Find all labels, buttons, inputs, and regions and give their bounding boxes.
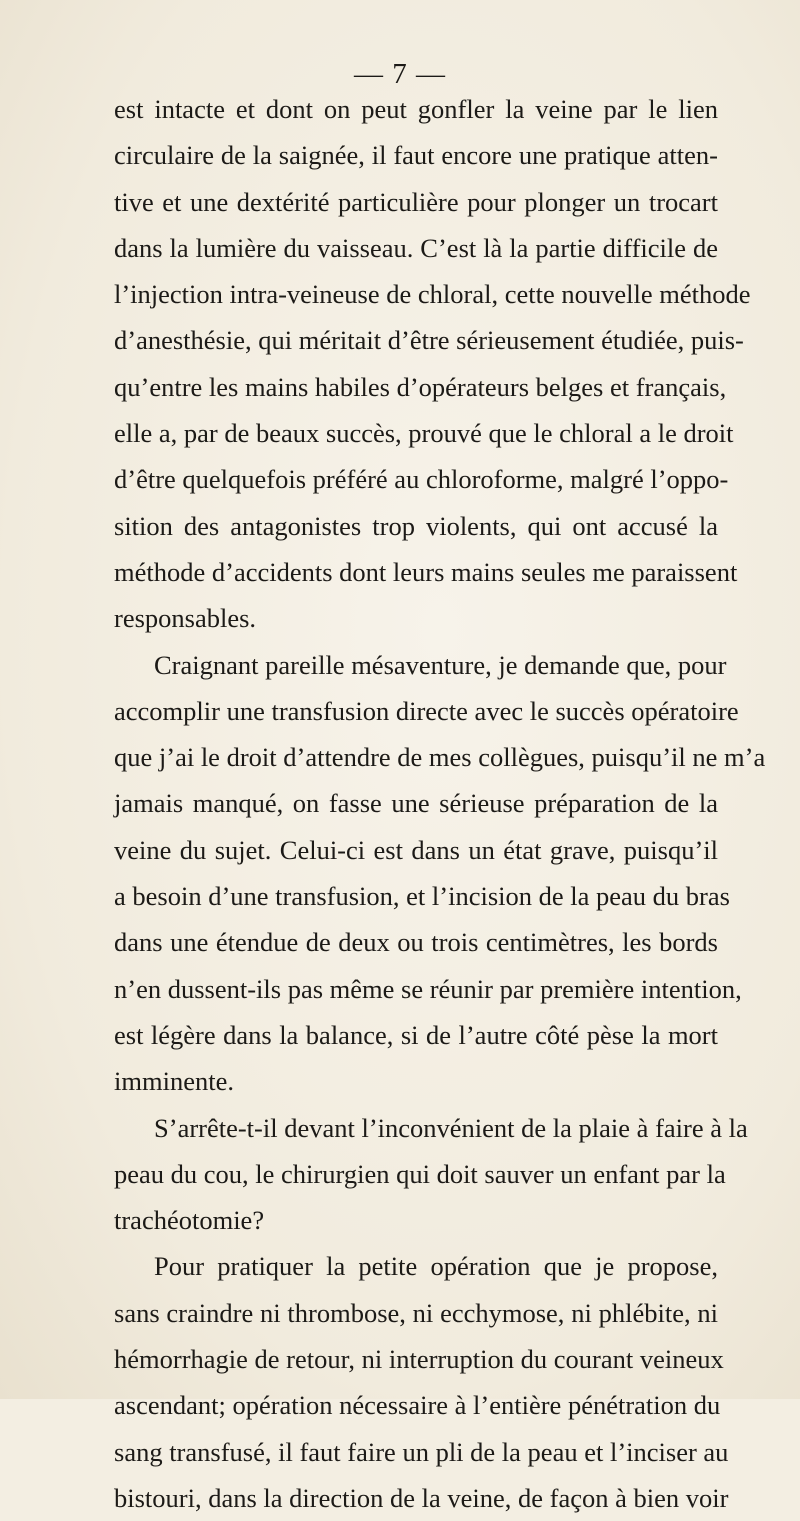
text-line: bistouri, dans la direction de la veine, de façon à bien voir xyxy=(114,1482,729,1513)
text-line: n’en dussent-ils pas même se réunir par première intention, xyxy=(114,973,742,1004)
text-line: hémorrhagie de retour, ni interruption du courant veineux xyxy=(114,1344,724,1375)
text-line: ascendant; opération nécessaire à l’entière pénétration du xyxy=(114,1390,721,1421)
paragraph-end-line: trachéotomie? xyxy=(114,1205,265,1236)
text-line: veine du sujet. Celui-ci est dans un état grave, puisqu’il xyxy=(114,834,718,865)
text-line: d’anesthésie, qui méritait d’être sérieusement étudiée, puis- xyxy=(114,325,744,356)
text-line: est légère dans la balance, si de l’autre côté pèse la mort xyxy=(114,1019,718,1050)
paragraph-first-line: Craignant pareille mésaventure, je demande que, pour xyxy=(154,649,727,680)
paragraph-first-line: Pour pratiquer la petite opération que je propose, xyxy=(154,1251,718,1282)
text-line: a besoin d’une transfusion, et l’incision de la peau du bras xyxy=(114,881,730,912)
text-line: peau du cou, le chirurgien qui doit sauver un enfant par la xyxy=(114,1158,726,1189)
text-line: l’injection intra-veineuse de chloral, cette nouvelle méthode xyxy=(114,279,751,310)
text-line: circulaire de la saignée, il faut encore une pratique atten- xyxy=(114,140,718,171)
text-line: tive et une dextérité particulière pour plonger un trocart xyxy=(114,186,718,217)
paragraph-end-line: responsables. xyxy=(114,603,257,634)
paragraph-end-line: imminente. xyxy=(114,1066,234,1097)
page-number: — 7 — xyxy=(354,58,446,90)
text-line: elle a, par de beaux succès, prouvé que le chloral a le droit xyxy=(114,418,734,449)
text-line: sang transfusé, il faut faire un pli de la peau et l’inciser au xyxy=(114,1436,729,1467)
text-line: que j’ai le droit d’attendre de mes collègues, puisqu’il ne m’a xyxy=(114,742,766,773)
body-text xyxy=(114,86,766,1521)
text-line: est intacte et dont on peut gonfler la veine par le lien xyxy=(114,94,718,124)
text-line: qu’entre les mains habiles d’opérateurs belges et français, xyxy=(114,371,727,402)
text-line: jamais manqué, on fasse une sérieuse préparation de la xyxy=(114,788,718,819)
text-line: sition des antagonistes trop violents, qui ont accusé la xyxy=(114,510,718,541)
text-line: dans la lumière du vaisseau. C’est là la partie difficile de xyxy=(114,232,718,263)
text-line: dans une étendue de deux ou trois centimètres, les bords xyxy=(114,927,718,958)
text-line: méthode d’accidents dont leurs mains seules me paraissent xyxy=(114,556,738,587)
text-line: accomplir une transfusion directe avec le succès opératoire xyxy=(114,695,739,726)
paragraph-first-line: S’arrête-t-il devant l’inconvénient de la plaie à faire à la xyxy=(154,1112,748,1143)
text-line: d’être quelquefois préféré au chloroforme, malgré l’oppo- xyxy=(114,464,729,495)
text-line: sans craindre ni thrombose, ni ecchymose, ni phlébite, ni xyxy=(114,1297,718,1328)
